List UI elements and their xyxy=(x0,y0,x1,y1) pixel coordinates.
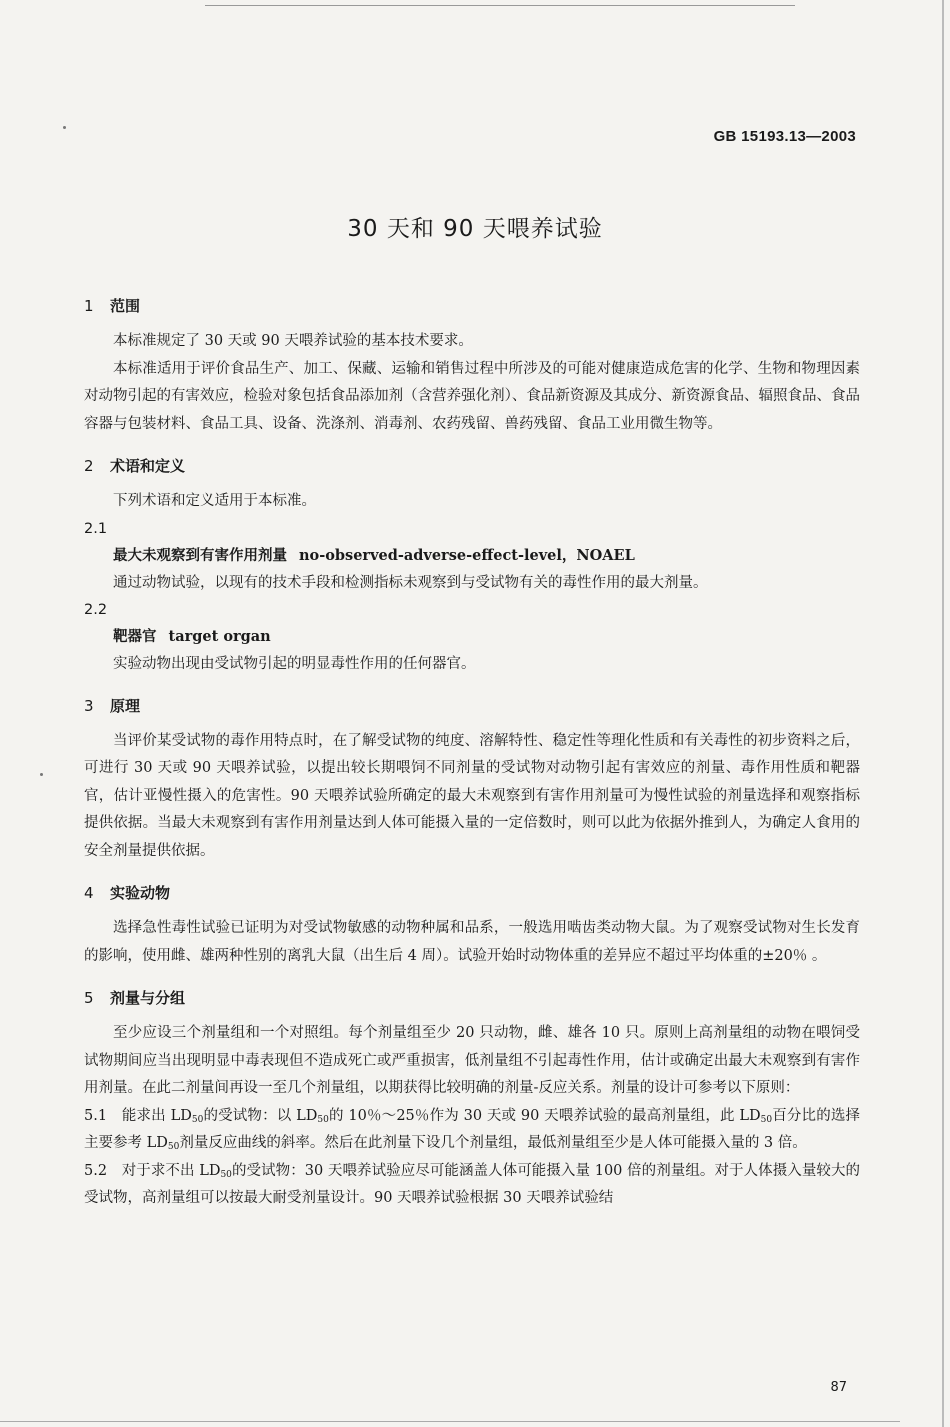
section-1-paragraph-2: 本标准适用于评价食品生产、加工、保藏、运输和销售过程中所涉及的可能对健康造成危害的化学、生物和物理因素对动物引起的有害效应，检验对象包括食品添加剂（含营养强化剂）、食品新资源及其成分、新资源食品、辐照食品、食品容器与包装材料、食品工具、设备、洗涤剂、消毒剂、农药残留、兽药残留、食品工业用微生物等。 xyxy=(84,360,860,432)
section-1-paragraph-1: 本标准规定了 30 天或 90 天喂养试验的基本技术要求。 xyxy=(113,333,473,349)
scan-border-bottom xyxy=(0,1421,900,1422)
section-4-paragraph: 选择急性毒性试验已证明为对受试物敏感的动物种属和品系，一般选用啮齿类动物大鼠。为了观察受试物对生长发育的影响，使用雌、雄两种性别的离乳大鼠（出生后 4 周）。试验开始时动物体重的差异应不超过平均体重的±20％ 。 xyxy=(84,920,860,964)
section-4-heading: 4 实验动物 xyxy=(84,884,171,902)
clause-5-2-number: 5.2 xyxy=(84,1162,108,1179)
term-2-2: 靶器官 target organ xyxy=(113,627,271,645)
term-2-1: 最大未观察到有害作用剂量 no-observed-adverse-effect-level，NOAEL xyxy=(113,546,635,564)
term-2-2-number: 2.2 xyxy=(84,601,108,618)
document-body xyxy=(84,294,860,1213)
page-number: 87 xyxy=(830,1380,847,1395)
section-5-paragraph: 至少应设三个剂量组和一个对照组。每个剂量组至少 20 只动物，雌、雄各 10 只。原则上高剂量组的动物在喂饲受试物期间应当出现明显中毒表现但不造成死亡或严重损害，低剂量组不引起毒性作用，估计或确定出最大未观察到有害作用剂量。在此二剂量间再设一至几个剂量组，以期获得比较明确的剂量-反应关系。剂量的设计可参考以下原则： xyxy=(84,1025,860,1096)
section-5-heading: 5 剂量与分组 xyxy=(84,989,186,1007)
clause-5-1-number: 5.1 xyxy=(84,1107,108,1124)
document-title: 30 天和 90 天喂养试验 xyxy=(347,216,603,242)
section-2-heading: 2 术语和定义 xyxy=(84,457,186,475)
section-1-heading: 1 范围 xyxy=(84,297,141,315)
scan-speck xyxy=(40,773,43,776)
clause-5-2: 5.2 对于求不出 $LD_{50}$的受试物：30 天喂养试验应尽可能涵盖人体可能摄入量 100 倍的剂量组。对于人体摄入量较大的受试物，高剂量组可以按最大耐受剂量设计。90 天喂养试验根据 30 天喂养试验结 xyxy=(84,1162,861,1206)
standard-code: GB 15193.13—2003 xyxy=(713,128,856,145)
section-3-paragraph: 当评价某受试物的毒作用特点时，在了解受试物的纯度、溶解特性、稳定性等理化性质和有关毒性的初步资料之后，可进行 30 天或 90 天喂养试验，以提出较长期喂饲不同剂量的受试物对动物引起有害效应的剂量、毒作用性质和靶器官，估计亚慢性摄入的危害性。90 天喂养试验所确定的最大未观察到有害作用剂量可为慢性试验的剂量选择和观察指标提供依据。当最大未观察到有害作用剂量达到人体可能摄入量的一定倍数时，则可以此为依据外推到人，为确定人食用的安全剂量提供依据。 xyxy=(84,732,860,859)
term-2-1-number: 2.1 xyxy=(84,520,108,537)
scan-border-top xyxy=(205,5,795,6)
section-2-intro: 下列术语和定义适用于本标准。 xyxy=(113,493,316,509)
term-2-1-definition: 通过动物试验，以现有的技术手段和检测指标未观察到与受试物有关的毒性作用的最大剂量。 xyxy=(113,574,708,591)
term-2-2-definition: 实验动物出现由受试物引起的明显毒性作用的任何器官。 xyxy=(113,655,476,672)
clause-5-1: 5.1 能求出 $LD_{50}$的受试物：以 $LD_{50}$的 10％～25％作为 30 天或 90 天喂养试验的最高剂量组，此 $LD_{50}$百分比的选择主要参考 $LD_{50}$剂量反应曲线的斜率。然后在此剂量下设几个剂量组，最低剂量组至少是人体可能摄入量的 3 倍。 xyxy=(84,1107,861,1152)
section-3-heading: 3 原理 xyxy=(84,696,141,715)
scan-speck xyxy=(63,126,66,129)
